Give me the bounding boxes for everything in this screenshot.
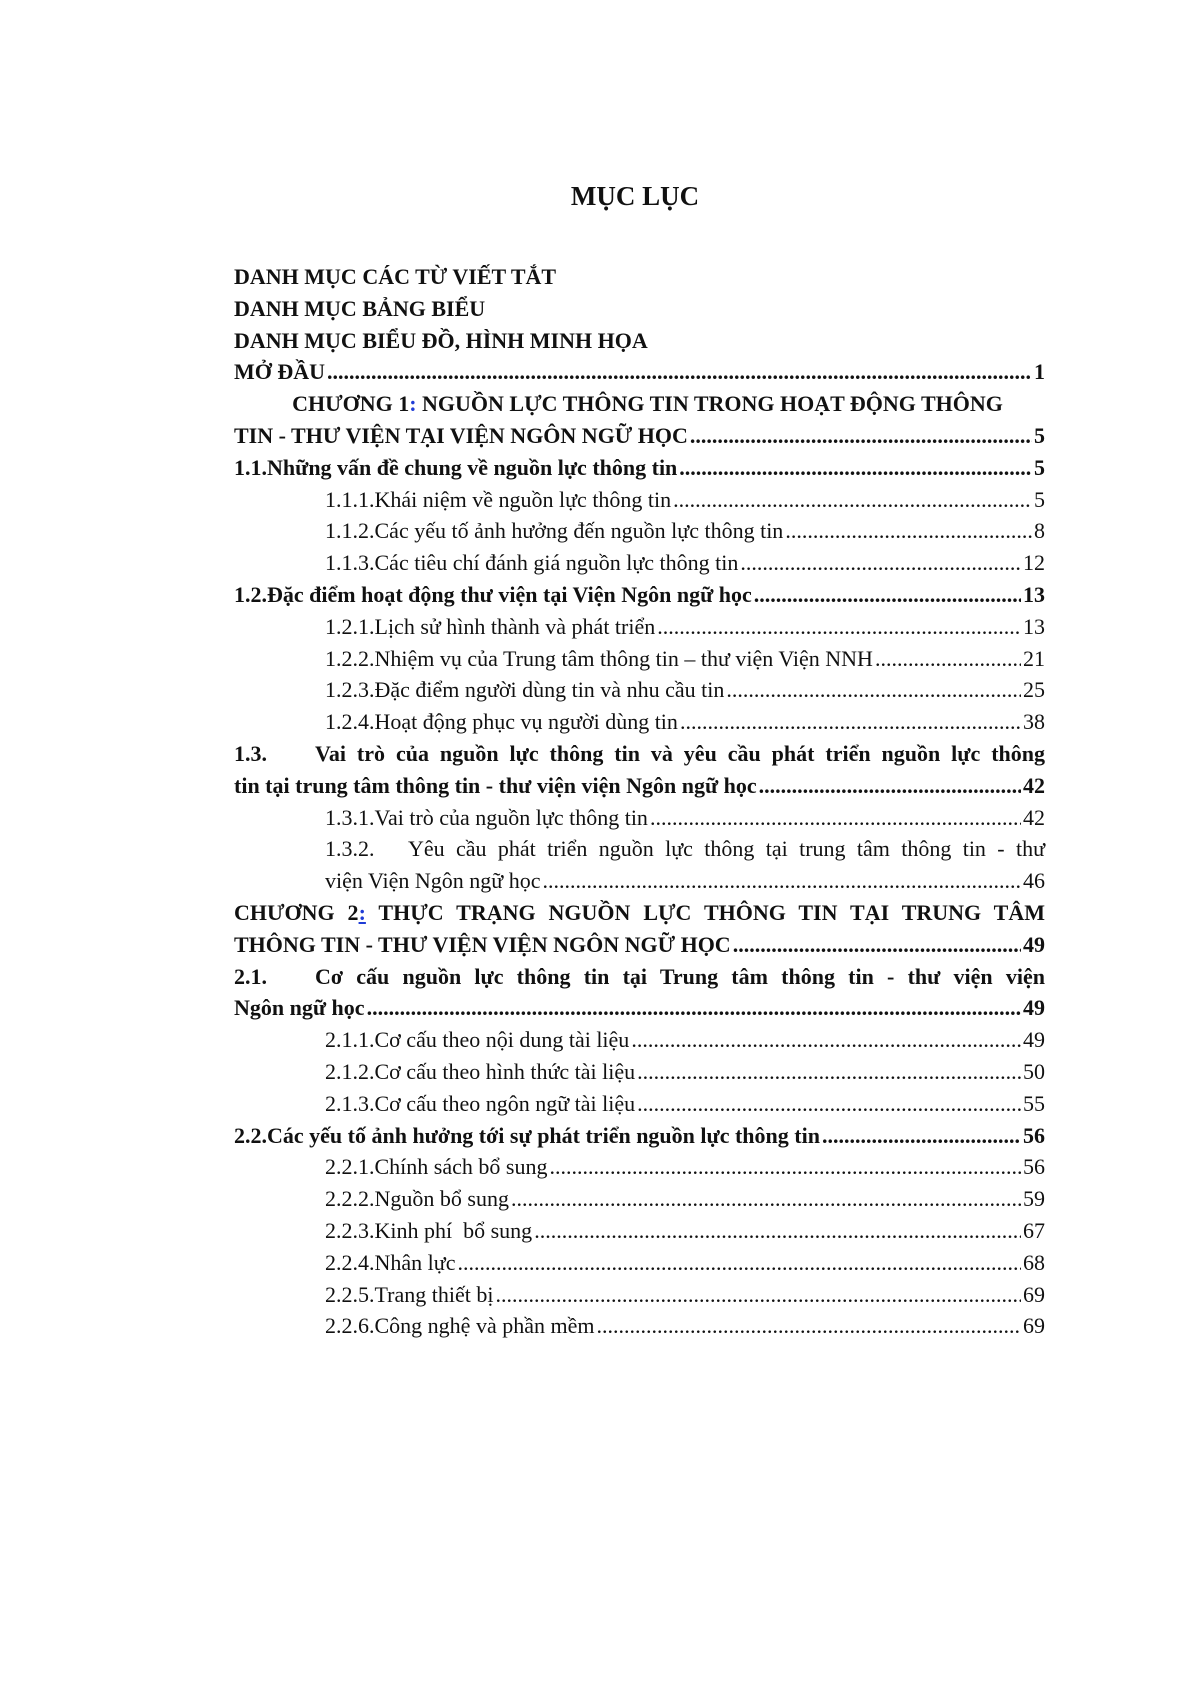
toc-subsection-2-1-2[interactable]	[234, 1056, 1045, 1088]
chapter-title-part2: TIN - THƯ VIỆN TẠI VIỆN NGÔN NGỮ HỌC	[234, 422, 688, 448]
toc-leader-dots	[534, 1215, 1021, 1247]
chapter-colon: :	[409, 391, 417, 417]
toc-subsection-2-2-4[interactable]	[234, 1247, 1045, 1279]
toc-subsection-2-1-3[interactable]	[234, 1088, 1045, 1120]
section-number: 2.2.5.	[325, 1281, 375, 1307]
toc-page-number: 49	[1023, 1027, 1045, 1053]
toc-leader-dots	[495, 1279, 1021, 1311]
section-number: 2.2.4.	[325, 1249, 375, 1275]
toc-leader-dots	[511, 1183, 1021, 1215]
toc-page-number: 56	[1023, 1154, 1045, 1180]
toc-section-1-1[interactable]	[234, 452, 1045, 484]
toc-section-2-2[interactable]	[234, 1120, 1045, 1152]
toc-leader-dots	[367, 992, 1021, 1024]
toc-leader-dots	[673, 484, 1032, 516]
toc-section-1-3-line2[interactable]	[234, 770, 1045, 802]
toc-section-1-2[interactable]	[234, 579, 1045, 611]
toc-chapter-2-line1[interactable]	[234, 897, 1045, 929]
toc-leader-dots	[657, 611, 1021, 643]
chapter-title-part2: THÔNG TIN - THƯ VIỆN VIỆN NGÔN NGỮ HỌC	[234, 931, 731, 957]
toc-entry-text: DANH MỤC CÁC TỪ VIẾT TẮT	[234, 264, 557, 289]
toc-subsection-2-2-2[interactable]	[234, 1183, 1045, 1215]
toc-leader-dots	[596, 1310, 1021, 1342]
section-title: Vai trò của nguồn lực thông tin	[374, 804, 648, 830]
toc-leader-dots	[637, 1088, 1021, 1120]
toc-leader-dots	[327, 356, 1032, 388]
toc-leader-dots	[726, 674, 1021, 706]
toc-page-number: 46	[1023, 868, 1045, 894]
toc-leader-dots	[754, 579, 1021, 611]
toc-page-number: 8	[1034, 518, 1045, 544]
toc-leader-dots	[650, 802, 1021, 834]
toc-section-2-1-line1[interactable]	[234, 961, 1045, 993]
toc-leader-dots	[822, 1120, 1021, 1152]
section-number: 1.1.	[234, 454, 267, 480]
section-number: 1.2.	[234, 581, 267, 607]
toc-leader-dots	[875, 643, 1021, 675]
toc-section-2-1-line2[interactable]	[234, 992, 1045, 1024]
toc-entry-text: DANH MỤC BIỂU ĐỒ, HÌNH MINH HỌA	[234, 327, 648, 353]
toc-section-1-3-line1[interactable]	[234, 738, 1045, 770]
toc-subsection-1-3-2-line1[interactable]	[234, 833, 1045, 865]
toc-subsection-1-1-3[interactable]	[234, 547, 1045, 579]
section-title: Nhân lực	[374, 1249, 456, 1275]
toc-entry-tables[interactable]	[234, 293, 1045, 325]
section-title-part1: Cơ cấu nguồn lực thông tin tại Trung tâm thông tin - thư viện viện	[315, 963, 1045, 989]
toc-leader-dots	[631, 1024, 1021, 1056]
toc-leader-dots	[740, 547, 1021, 579]
section-title: Trang thiết bị	[374, 1281, 494, 1307]
section-number: 1.3.1.	[325, 804, 375, 830]
section-title-part1: Vai trò của nguồn lực thông tin và yêu cầu phát triển nguồn lực thông	[315, 740, 1045, 766]
section-title-part2: viện Viện Ngôn ngữ học	[325, 868, 541, 894]
toc-chapter-2-line2[interactable]	[234, 929, 1045, 961]
toc-page-number: 25	[1023, 677, 1045, 703]
toc-leader-dots	[637, 1056, 1021, 1088]
section-title-part1: Yêu cầu phát triển nguồn lực thông tại trung tâm thông tin - thư	[408, 836, 1045, 862]
section-title: Công nghệ và phần mềm	[374, 1313, 595, 1339]
toc-subsection-1-2-4[interactable]	[234, 706, 1045, 738]
toc-page-number: 55	[1023, 1090, 1045, 1116]
toc-entry-text: MỞ ĐẦU	[234, 359, 326, 385]
section-title: Khái niệm về nguồn lực thông tin	[374, 486, 672, 512]
toc-subsection-1-2-1[interactable]	[234, 611, 1045, 643]
table-of-contents	[234, 261, 1045, 1342]
toc-leader-dots	[680, 706, 1021, 738]
section-number: 1.1.1.	[325, 486, 375, 512]
toc-page-number: 69	[1023, 1281, 1045, 1307]
section-number: 2.2.6.	[325, 1313, 375, 1339]
section-title: Các tiêu chí đánh giá nguồn lực thông tin	[374, 550, 739, 576]
section-number: 1.1.2.	[325, 518, 375, 544]
toc-page-number: 68	[1023, 1249, 1045, 1275]
section-number: 1.1.3.	[325, 550, 375, 576]
section-title: Cơ cấu theo hình thức tài liệu	[374, 1058, 636, 1084]
toc-subsection-2-2-5[interactable]	[234, 1279, 1045, 1311]
section-number: 2.1.2.	[325, 1058, 375, 1084]
section-number: 1.3.2.	[325, 836, 375, 862]
toc-entry-intro[interactable]	[234, 356, 1045, 388]
toc-page-number: 56	[1023, 1122, 1045, 1148]
section-number: 1.2.1.	[325, 613, 375, 639]
section-number: 2.1.	[234, 963, 267, 989]
toc-subsection-1-3-1[interactable]	[234, 802, 1045, 834]
toc-chapter-1-line2[interactable]	[234, 420, 1045, 452]
section-title: Nguồn bổ sung	[374, 1186, 509, 1212]
section-number: 2.2.3.	[325, 1217, 375, 1243]
toc-subsection-2-2-3[interactable]	[234, 1215, 1045, 1247]
section-title: Chính sách bổ sung	[374, 1154, 548, 1180]
section-number: 2.2.2.	[325, 1186, 375, 1212]
toc-leader-dots	[690, 420, 1032, 452]
section-title: Những vấn đề chung về nguồn lực thông tin	[267, 454, 678, 480]
section-number: 1.2.4.	[325, 709, 375, 735]
toc-page-number: 13	[1023, 613, 1045, 639]
toc-page-number: 59	[1023, 1186, 1045, 1212]
toc-page-number: 1	[1034, 359, 1045, 385]
toc-page-number: 5	[1034, 486, 1045, 512]
page-title: MỤC LỤC	[570, 181, 700, 211]
section-title: Hoạt động phục vụ người dùng tin	[374, 709, 678, 735]
toc-subsection-2-2-1[interactable]	[234, 1151, 1045, 1183]
toc-page-number: 49	[1023, 995, 1045, 1021]
section-title: Các yếu tố ảnh hưởng đến nguồn lực thông tin	[374, 518, 784, 544]
chapter-label: CHƯƠNG 1	[292, 391, 410, 417]
section-number: 2.1.3.	[325, 1090, 375, 1116]
section-title: Lịch sử hình thành và phát triển	[374, 613, 656, 639]
section-title-part2: Ngôn ngữ học	[234, 995, 365, 1021]
toc-page-number: 42	[1023, 772, 1045, 798]
toc-leader-dots	[733, 929, 1021, 961]
toc-chapter-1-line1[interactable]	[234, 388, 1045, 420]
chapter-label: CHƯƠNG 2	[234, 899, 359, 925]
toc-page-number: 21	[1023, 645, 1045, 671]
chapter-colon-link[interactable]: :	[358, 899, 366, 925]
toc-leader-dots	[457, 1247, 1021, 1279]
toc-entry-text: DANH MỤC BẢNG BIỂU	[234, 295, 486, 321]
toc-subsection-2-2-6[interactable]	[234, 1310, 1045, 1342]
section-number: 1.2.3.	[325, 677, 375, 703]
toc-page-number: 13	[1023, 581, 1045, 607]
toc-leader-dots	[759, 770, 1021, 802]
toc-page-number: 5	[1034, 422, 1045, 448]
section-number: 2.2.1.	[325, 1154, 375, 1180]
toc-leader-dots	[679, 452, 1032, 484]
toc-leader-dots	[549, 1151, 1021, 1183]
toc-page-number: 38	[1023, 709, 1045, 735]
toc-page-number: 67	[1023, 1217, 1045, 1243]
section-number: 1.2.2.	[325, 645, 375, 671]
section-title: Cơ cấu theo ngôn ngữ tài liệu	[374, 1090, 636, 1116]
section-title: Các yếu tố ảnh hưởng tới sự phát triển nguồn lực thông tin	[267, 1122, 820, 1148]
section-number: 2.2.	[234, 1122, 267, 1148]
toc-leader-dots	[543, 865, 1022, 897]
toc-subsection-1-3-2-line2[interactable]	[234, 865, 1045, 897]
toc-page-number: 12	[1023, 550, 1045, 576]
toc-subsection-1-2-2[interactable]	[234, 643, 1045, 675]
section-number: 1.3.	[234, 740, 267, 766]
toc-page-number: 49	[1023, 931, 1045, 957]
toc-leader-dots	[785, 515, 1032, 547]
toc-entry-abbreviations[interactable]	[234, 261, 1045, 293]
section-number: 2.1.1.	[325, 1027, 375, 1053]
toc-page-number: 50	[1023, 1058, 1045, 1084]
toc-subsection-1-2-3[interactable]	[234, 674, 1045, 706]
toc-page-number: 5	[1034, 454, 1045, 480]
toc-subsection-1-1-1[interactable]	[234, 484, 1045, 516]
section-title: Đặc điểm hoạt động thư viện tại Viện Ngôn ngữ học	[267, 581, 752, 607]
toc-subsection-1-1-2[interactable]	[234, 515, 1045, 547]
toc-page-number: 42	[1023, 804, 1045, 830]
toc-subsection-2-1-1[interactable]	[234, 1024, 1045, 1056]
section-title: Đặc điểm người dùng tin và nhu cầu tin	[374, 677, 725, 703]
section-title-part2: tin tại trung tâm thông tin - thư viện viện Ngôn ngữ học	[234, 772, 757, 798]
chapter-title-part1: THỰC TRẠNG NGUỒN LỰC THÔNG TIN TẠI TRUNG TÂM	[365, 899, 1046, 925]
section-title: Kinh phí bổ sung	[374, 1217, 533, 1243]
toc-page-number: 69	[1023, 1313, 1045, 1339]
chapter-title-part1: NGUỒN LỰC THÔNG TIN TRONG HOẠT ĐỘNG THÔNG	[416, 391, 1003, 417]
section-title: Nhiệm vụ của Trung tâm thông tin – thư viện Viện NNH	[374, 645, 873, 671]
section-title: Cơ cấu theo nội dung tài liệu	[374, 1027, 630, 1053]
toc-entry-figures[interactable]	[234, 325, 1045, 357]
